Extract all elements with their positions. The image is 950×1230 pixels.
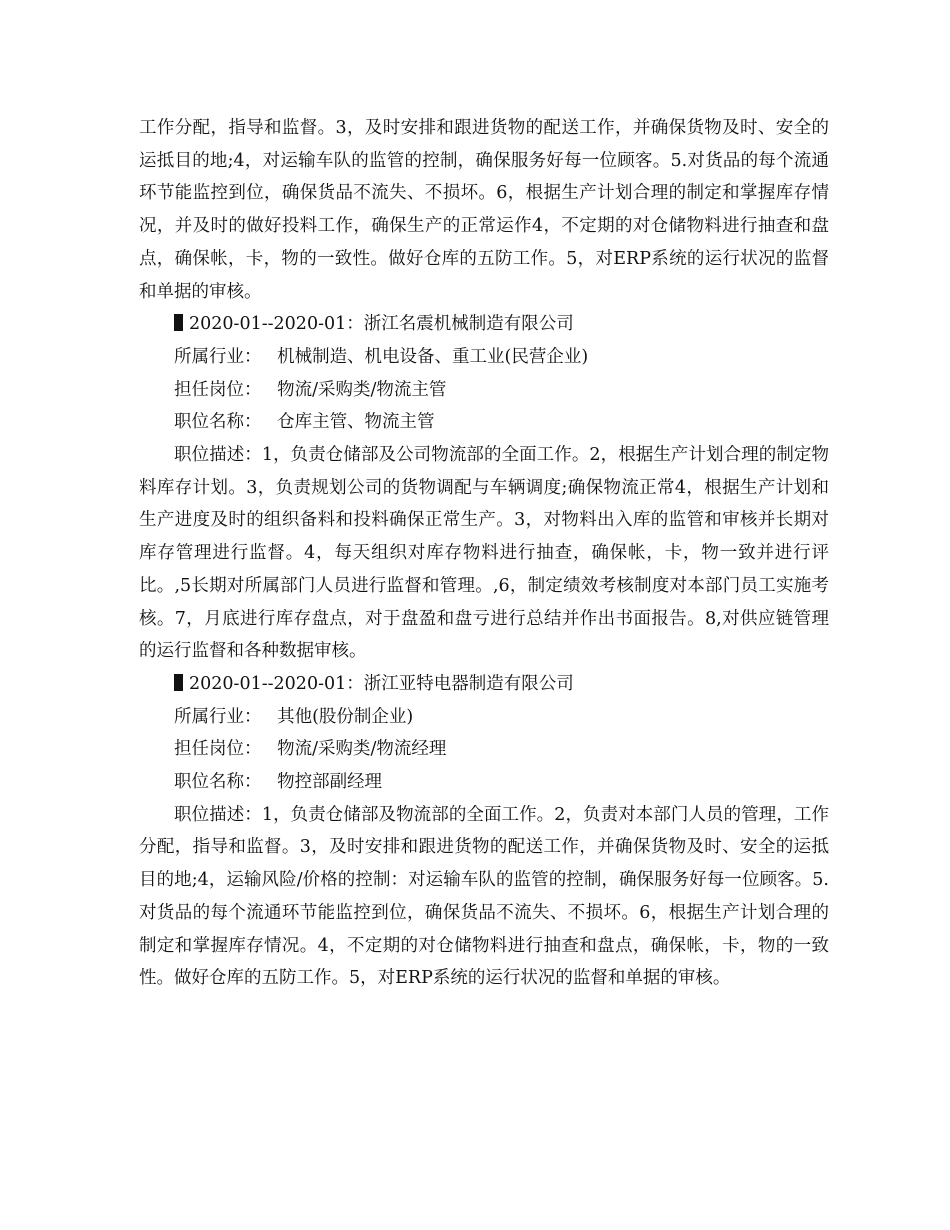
industry-value: 机械制造、机电设备、重工业(民营企业) [271,346,589,367]
job-period-company: 2020-01--2020-01：浙江名震机械制造有限公司 [189,314,574,335]
job-period-company: 2020-01--2020-01：浙江亚特电器制造有限公司 [189,673,574,694]
title-line [139,766,829,799]
industry-value: 其他(股份制企业) [271,706,414,727]
intro-paragraph: 工作分配，指导和监督。3，及时安排和跟进货物的配送工作，并确保货物及时、安全的运抵目的地;4，对运输车队的监管的控制，确保服务好每一位顾客。5.对货品的每个流通环节能监控到位，确保货品不流失、不损坏。6，根据生产计划合理的制定和掌握库存情况，并及时的做好投料工作，确保生产的正常运作4，不定期的对仓储物料进行抽查和盘点，确保帐，卡，物的一致性。做好仓库的五防工作。5，对ERP系统的运行状况的监督和单据的审核。 [139,118,829,302]
bullet-marker-icon [174,674,183,691]
position-label: 担任岗位： [174,739,262,760]
job-heading [139,308,829,341]
title-value: 仓库主管、物流主管 [271,412,435,433]
industry-line [139,701,829,734]
job-heading [139,668,829,701]
position-line [139,733,829,766]
industry-line [139,341,829,374]
resume-page [139,112,829,995]
title-label: 职位名称： [174,772,262,793]
title-line [139,406,829,439]
job-description: 职位描述：1，负责仓储部及物流部的全面工作。2，负责对本部门人员的管理，工作分配，指导和监督。3，及时安排和跟进货物的配送工作，并确保货物及时、安全的运抵目的地;4，运输风险/价格的控制：对运输车队的监管的控制，确保服务好每一位顾客。5.对货品的每个流通环节能监控到位，确保货品不流失、不损坏。6，根据生产计划合理的制定和掌握库存情况。4，不定期的对仓储物料进行抽查和盘点，确保帐，卡，物的一致性。做好仓库的五防工作。5，对ERP系统的运行状况的监督和单据的审核。 [139,804,829,989]
title-value: 物控部副经理 [271,772,383,793]
position-value: 物流/采购类/物流主管 [271,379,447,400]
job-description: 职位描述：1，负责仓储部及公司物流部的全面工作。2，根据生产计划合理的制定物料库存计划。3，负责规划公司的货物调配与车辆调度;确保物流正常4，根据生产计划和生产进度及时的组织备料和投料确保正常生产。3，对物料出入库的监管和审核并长期对库存管理进行监督。4，每天组织对库存物料进行抽查，确保帐，卡，物一致并进行评比。,5长期对所属部门人员进行监督和管理。,6，制定绩效考核制度对本部门员工实施考核。7，月底进行库存盘点，对于盘盈和盘亏进行总结并作出书面报告。8,对供应链管理的运行监督和各种数据审核。 [139,445,829,662]
industry-label: 所属行业： [174,346,262,367]
title-label: 职位名称： [174,412,262,433]
industry-label: 所属行业： [174,706,262,727]
position-label: 担任岗位： [174,379,262,400]
job-entry-1 [139,308,829,668]
job-entry-2 [139,668,829,995]
bullet-marker-icon [174,314,183,331]
position-line [139,374,829,407]
position-value: 物流/采购类/物流经理 [271,739,447,760]
